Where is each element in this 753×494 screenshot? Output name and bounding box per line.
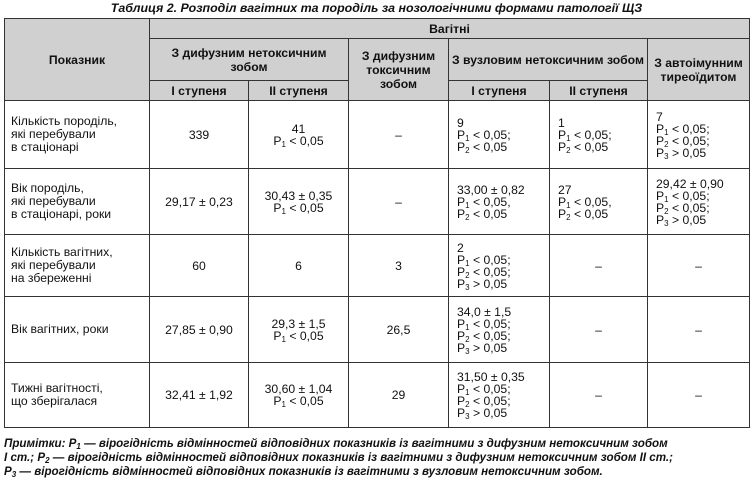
cell-nodular-nontoxic-2: – bbox=[550, 297, 648, 363]
cell-nodular-nontoxic-2: – bbox=[550, 235, 648, 297]
table-row bbox=[5, 169, 750, 235]
cell-autoimmune: – bbox=[648, 363, 750, 428]
cell-nodular-nontoxic-1: 34,0 ± 1,5 $P_1 < 0,05$; $P_2 < 0,05$; $P_3 > 0,05$ bbox=[449, 297, 550, 363]
cell-diffuse-toxic: 3 bbox=[349, 235, 449, 297]
cell-nodular-nontoxic-2: 1 $P_1 < 0,05$; $P_2 < 0,05$ bbox=[550, 101, 648, 169]
cell-diffuse-nontoxic-1: 60 bbox=[150, 235, 249, 297]
row-label: Вік породіль, які перебували в стаціонарі, роки bbox=[5, 169, 150, 235]
header-indicator: Показник bbox=[5, 19, 150, 101]
header-autoimmune: З автоімунним тиреоїдитом bbox=[648, 39, 750, 101]
cell-diffuse-toxic: – bbox=[349, 169, 449, 235]
row-label: Кількість породіль, які перебували в стаціонарі bbox=[5, 101, 150, 169]
cell-nodular-nontoxic-2: – bbox=[550, 363, 648, 428]
note-line: $P_3$ — вірогідність відмінностей відповідних показників із вагітними з вузловим нетоксичним зобом. bbox=[4, 465, 603, 479]
cell-diffuse-toxic: 26,5 bbox=[349, 297, 449, 363]
header-diffuse-toxic: З дифузним токсичним зобом bbox=[349, 39, 449, 101]
row-label: Тижні вагітності, що зберігалася bbox=[5, 363, 150, 428]
cell-diffuse-nontoxic-2: 30,60 ± 1,04 $P_1 < 0,05$ bbox=[249, 363, 349, 428]
cell-diffuse-toxic: – bbox=[349, 101, 449, 169]
row-label: Вік вагітних, роки bbox=[5, 297, 150, 363]
cell-nodular-nontoxic-1: 33,00 ± 0,82 $P_1 < 0,05$, $P_2 < 0,05$ bbox=[449, 169, 550, 235]
cell-autoimmune: 29,42 ± 0,90 $P_1 < 0,05$; $P_2 < 0,05$; $P_3 > 0,05$ bbox=[648, 169, 750, 235]
header-degree1: І ступеня bbox=[449, 81, 550, 101]
table-row bbox=[5, 235, 750, 297]
header-pregnant: Вагітні bbox=[150, 19, 750, 39]
cell-autoimmune: – bbox=[648, 297, 750, 363]
cell-diffuse-nontoxic-1: 27,85 ± 0,90 bbox=[150, 297, 249, 363]
cell-diffuse-nontoxic-2: 29,3 ± 1,5 $P_1 < 0,05$ bbox=[249, 297, 349, 363]
cell-nodular-nontoxic-1: 2 $P_1 < 0,05$; $P_2 < 0,05$; $P_3 > 0,05$ bbox=[449, 235, 550, 297]
header-nodular-nontoxic: З вузловим нетоксичним зобом bbox=[449, 39, 648, 81]
cell-autoimmune: 7 $P_1 < 0,05$; $P_2 < 0,05$; $P_3 > 0,05$ bbox=[648, 101, 750, 169]
cell-diffuse-nontoxic-1: 29,17 ± 0,23 bbox=[150, 169, 249, 235]
table-row bbox=[5, 297, 750, 363]
data-table bbox=[4, 18, 750, 428]
note-line: Примітки: $P_1$ — вірогідність відмінностей відповідних показників із вагітними з дифузним нетоксичним зобом bbox=[4, 437, 668, 451]
cell-diffuse-nontoxic-2: 41 $P_1 < 0,05$ bbox=[249, 101, 349, 169]
cell-autoimmune: – bbox=[648, 235, 750, 297]
cell-diffuse-nontoxic-1: 32,41 ± 1,92 bbox=[150, 363, 249, 428]
header-degree2: ІІ ступеня bbox=[550, 81, 648, 101]
table-row bbox=[5, 101, 750, 169]
cell-diffuse-nontoxic-2: 30,43 ± 0,35 $P_1 < 0,05$ bbox=[249, 169, 349, 235]
note-line: І ст.; $P_2$ — вірогідність відмінностей відповідних показників із вагітними з дифузним нетоксичним зобом ІІ ст.; bbox=[4, 451, 673, 465]
header-diffuse-nontoxic: З дифузним нетоксичним зобом bbox=[150, 39, 349, 81]
row-label: Кількість вагітних, які перебували на збереженні bbox=[5, 235, 150, 297]
cell-diffuse-nontoxic-2: 6 bbox=[249, 235, 349, 297]
cell-nodular-nontoxic-2: 27 $P_1 < 0,05$, $P_2 < 0,05$ bbox=[550, 169, 648, 235]
table-notes bbox=[4, 437, 751, 479]
cell-diffuse-nontoxic-1: 339 bbox=[150, 101, 249, 169]
cell-nodular-nontoxic-1: 31,50 ± 0,35 $P_1 < 0,05$; $P_2 < 0,05$; $P_3 > 0,05$ bbox=[449, 363, 550, 428]
header-degree1: І ступеня bbox=[150, 81, 249, 101]
header-degree2: ІІ ступеня bbox=[249, 81, 349, 101]
cell-diffuse-toxic: 29 bbox=[349, 363, 449, 428]
table-row bbox=[5, 363, 750, 428]
table-title: Таблиця 2. Розподіл вагітних та породіль за нозологічними формами патології ЩЗ bbox=[110, 1, 643, 15]
cell-nodular-nontoxic-1: 9 $P_1 < 0,05$; $P_2 < 0,05$ bbox=[449, 101, 550, 169]
